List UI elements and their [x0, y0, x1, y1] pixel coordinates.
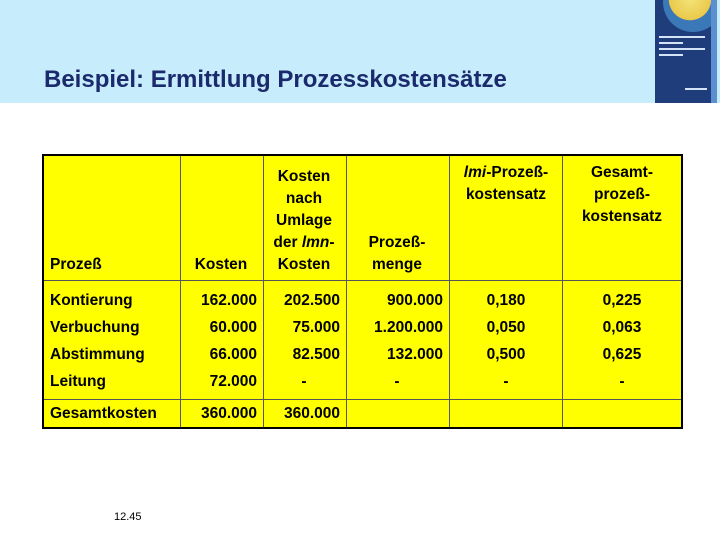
- cell-umlage: -: [264, 368, 347, 400]
- slide-title: Beispiel: Ermittlung Prozesskostensätze: [44, 66, 507, 93]
- header-prozess: Prozeß: [43, 155, 181, 281]
- cell-umlage: 82.500: [264, 341, 347, 368]
- cell-prozess: Verbuchung: [43, 314, 181, 341]
- header-gesamtprozesskostensatz: Gesamt- prozeß- kostensatz: [563, 155, 683, 281]
- table-header-row: [43, 155, 682, 281]
- header-lmi-prozesskostensatz: lmi-Prozeß- kostensatz: [450, 155, 563, 281]
- cell-prozess: Abstimmung: [43, 341, 181, 368]
- cell-lmi-satz: -: [450, 368, 563, 400]
- cell-menge: 900.000: [347, 281, 450, 315]
- cell-lmi-satz: 0,500: [450, 341, 563, 368]
- cell-umlage: 202.500: [264, 281, 347, 315]
- cell-gesamt-satz: 0,063: [563, 314, 683, 341]
- book-cover-publisher-line: [685, 88, 707, 90]
- cell-total-empty: [347, 400, 450, 429]
- book-cover-text-lines: [659, 36, 705, 60]
- cell-prozess: Leitung: [43, 368, 181, 400]
- process-cost-table: [42, 154, 683, 429]
- table-row: [43, 368, 682, 400]
- cell-lmi-satz: 0,180: [450, 281, 563, 315]
- book-cover-spine: [711, 0, 717, 103]
- table-row: [43, 281, 682, 315]
- cell-umlage: 75.000: [264, 314, 347, 341]
- book-cover-image: [655, 0, 717, 103]
- cell-gesamt-satz: 0,225: [563, 281, 683, 315]
- cell-total-empty: [563, 400, 683, 429]
- header-prozessmenge: Prozeß- menge: [347, 155, 450, 281]
- cell-menge: -: [347, 368, 450, 400]
- cell-kosten: 66.000: [181, 341, 264, 368]
- cell-gesamt-satz: -: [563, 368, 683, 400]
- table-row: [43, 314, 682, 341]
- cell-total-umlage: 360.000: [264, 400, 347, 429]
- cell-prozess: Kontierung: [43, 281, 181, 315]
- cell-kosten: 60.000: [181, 314, 264, 341]
- cell-kosten: 72.000: [181, 368, 264, 400]
- table-row: [43, 341, 682, 368]
- page-number: 12.45: [114, 511, 142, 523]
- cell-menge: 1.200.000: [347, 314, 450, 341]
- cell-gesamt-satz: 0,625: [563, 341, 683, 368]
- header-kosten-nach-umlage: Kosten nach Umlage der lmn- Kosten: [264, 155, 347, 281]
- cell-lmi-satz: 0,050: [450, 314, 563, 341]
- cell-total-empty: [450, 400, 563, 429]
- cell-kosten: 162.000: [181, 281, 264, 315]
- cell-total-kosten: 360.000: [181, 400, 264, 429]
- header-kosten: Kosten: [181, 155, 264, 281]
- cell-menge: 132.000: [347, 341, 450, 368]
- table-total-row: [43, 400, 682, 429]
- cell-total-label: Gesamtkosten: [43, 400, 181, 429]
- book-cover-arc: [663, 0, 717, 32]
